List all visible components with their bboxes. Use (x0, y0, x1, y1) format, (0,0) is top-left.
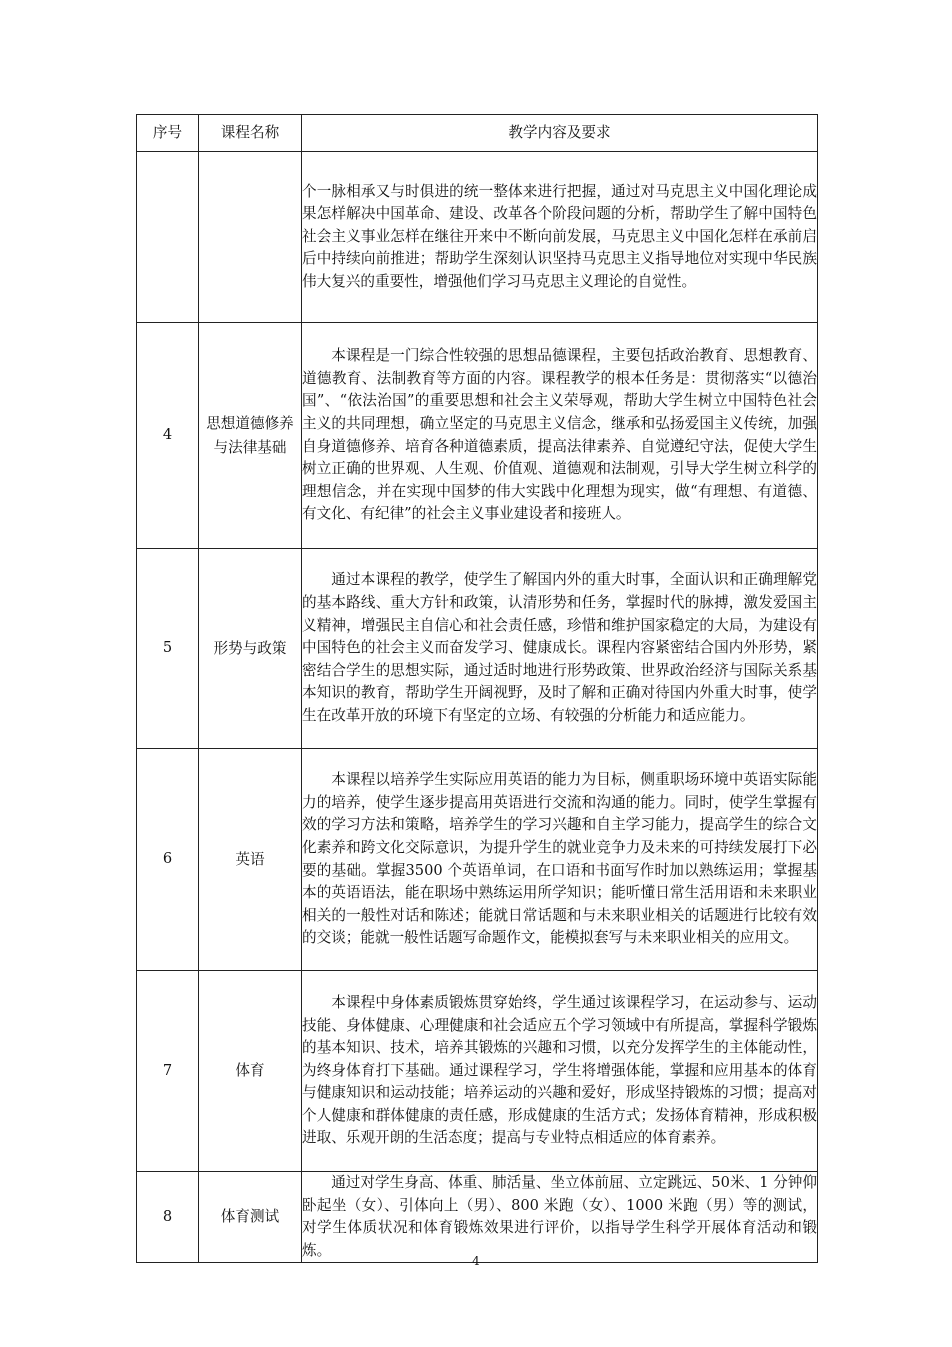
row-content (302, 549, 818, 749)
row-course-name (199, 152, 302, 323)
table-header-row (137, 115, 818, 152)
header-course-name: 课程名称 (199, 115, 302, 152)
row-content (302, 749, 818, 971)
row-course-name: 形势与政策 (199, 549, 302, 749)
row-content-text: 本课程中身体素质锻炼贯穿始终，学生通过该课程学习，在运动参与、运动技能、身体健康、心理健康和社会适应五个学习领域中有所提高，掌握科学锻炼的基本知识、技术，培养其锻炼的兴趣和习惯，以充分发挥学生的主体能动性，为终身体育打下基础。通过课程学习，学生将增强体能，掌握和应用基本的体育与健康知识和运动技能；培养运动的兴趣和爱好，形成坚持锻炼的习惯；提高对个人健康和群体健康的责任感，形成健康的生活方式；发扬体育精神，形成积极进取、乐观开朗的生活态度；提高与专业特点相适应的体育素养。 (302, 993, 817, 1147)
row-index: 7 (137, 971, 199, 1172)
row-index: 4 (137, 323, 199, 549)
table-row (137, 971, 818, 1172)
course-table (136, 114, 818, 1263)
row-course-name: 思想道德修养与法律基础 (199, 323, 302, 549)
row-index: 5 (137, 549, 199, 749)
row-content-text: 通过对学生身高、体重、肺活量、坐立体前屈、立定跳远、50米、1 分钟仰卧起坐（女）、引体向上（男）、800 米跑（女）、1000 米跑（男）等的测试，对学生体质状况和体育锻炼效果进行评价，以指导学生科学开展体育活动和锻炼。 (302, 1174, 817, 1259)
table-row (137, 323, 818, 549)
row-course-name: 体育 (199, 971, 302, 1172)
row-content-text: 通过本课程的教学，使学生了解国内外的重大时事，全面认识和正确理解党的基本路线、重大方针和政策，认清形势和任务，掌握时代的脉搏，激发爱国主义精神，增强民主自信心和社会责任感，珍惜和维护国家稳定的大局，为建设有中国特色的社会主义而奋发学习、健康成长。课程内容紧密结合国内外形势，紧密结合学生的思想实际，通过适时地进行形势政策、世界政治经济与国际关系基本知识的教育，帮助学生开阔视野，及时了解和正确对待国内外重大时事，使学生在改革开放的环境下有坚定的立场、有较强的分析能力和适应能力。 (302, 571, 817, 724)
row-course-name: 体育测试 (199, 1172, 302, 1263)
table-row (137, 152, 818, 323)
row-course-name: 英语 (199, 749, 302, 971)
row-content-text: 本课程是一门综合性较强的思想品德课程，主要包括政治教育、思想教育、道德教育、法制教育等方面的内容。课程教学的根本任务是：贯彻落实“以德治国”、“依法治国”的重要思想和社会主义荣辱观，帮助大学生树立中国特色社会主义的共同理想，确立坚定的马克思主义信念，继承和弘扬爱国主义传统，加强自身道德修养、培育各种道德素质，提高法律素养、自觉遵纪守法，促使大学生树立正确的世界观、人生观、价值观、道德观和法制观，引导大学生树立科学的理想信念，并在实现中国梦的伟大实践中化理想为现实，做“有理想、有道德、有文化、有纪律”的社会主义事业建设者和接班人。 (302, 347, 817, 523)
row-content (302, 971, 818, 1172)
row-content (302, 323, 818, 549)
row-index: 6 (137, 749, 199, 971)
table-row (137, 549, 818, 749)
table-row (137, 749, 818, 971)
page-number: 4 (472, 1254, 480, 1268)
row-content (302, 1172, 818, 1263)
header-index: 序号 (137, 115, 199, 152)
table-row (137, 1172, 818, 1263)
row-content (302, 152, 818, 323)
row-content-text: 本课程以培养学生实际应用英语的能力为目标，侧重职场环境中英语实际能力的培养，使学生逐步提高用英语进行交流和沟通的能力。同时，使学生掌握有效的学习方法和策略，培养学生的学习兴趣和自主学习能力，提高学生的综合文化素养和跨文化交际意识，为提升学生的就业竞争力及未来的可持续发展打下必要的基础。掌握3500 个英语单词，在口语和书面写作时加以熟练运用；掌握基本的英语语法，能在职场中熟练运用所学知识；能听懂日常生活用语和未来职业相关的一般性对话和陈述；能就日常话题和与未来职业相关的话题进行比较有效的交谈；能就一般性话题写命题作文，能模拟套写与未来职业相关的应用文。 (302, 771, 817, 947)
row-index: 8 (137, 1172, 199, 1263)
row-content-text: 个一脉相承又与时俱进的统一整体来进行把握，通过对马克思主义中国化理论成果怎样解决中国革命、建设、改革各个阶段问题的分析，帮助学生了解中国特色社会主义事业怎样在继往开来中不断向前发展，马克思主义中国化怎样在承前启后中持续向前推进；帮助学生深刻认识坚持马克思主义指导地位对实现中华民族伟大复兴的重要性，增强他们学习马克思主义理论的自觉性。 (302, 182, 817, 290)
row-index (137, 152, 199, 323)
header-content: 教学内容及要求 (302, 115, 818, 152)
